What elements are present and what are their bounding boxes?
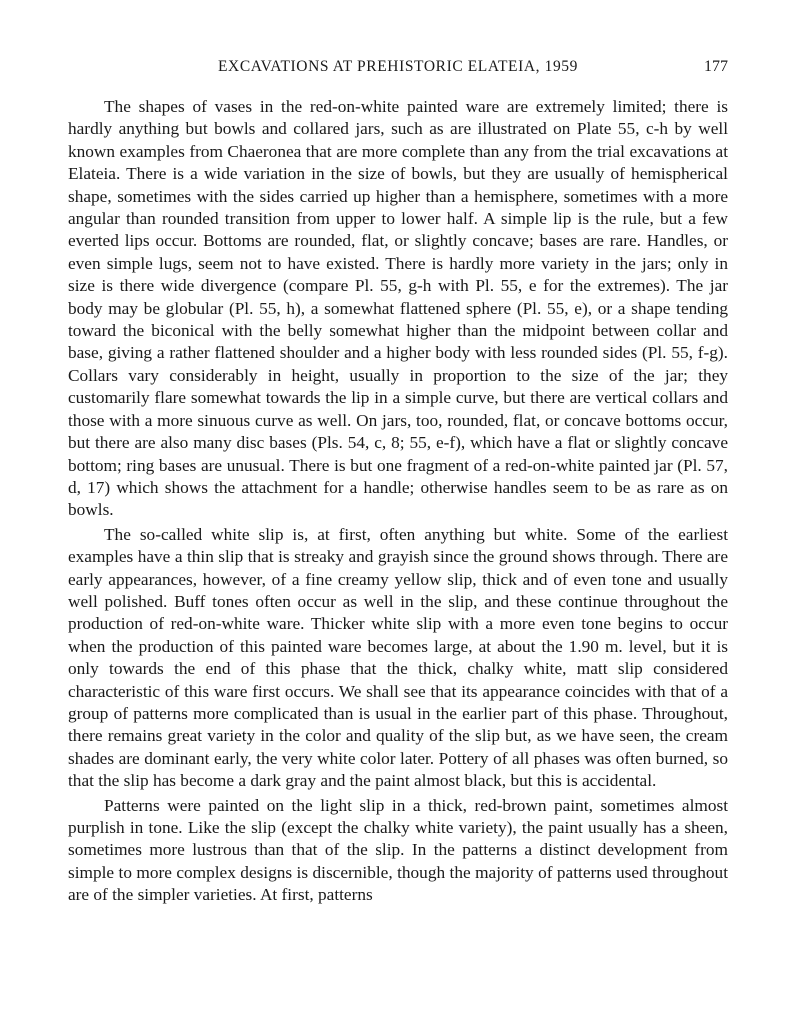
page-number: 177 xyxy=(704,58,728,75)
running-header xyxy=(68,58,728,84)
paragraph-vase-shapes: The shapes of vases in the red-on-white painted ware are extremely limited; there is hardly anything but bowls and collared jars, such as are illustrated on Plate 55, c-h by well known examples from Chaeronea that are more complete than any from the trial excavations at Elateia. There is a wide variation in the size of bowls, but they are usually of hemispherical shape, sometimes with the sides carried up higher than a hemisphere, sometimes with a more angular than rounded transition from upper to lower half. A simple lip is the rule, but a few everted lips occur. Bottoms are rounded, flat, or slightly concave; bases are rare. Handles, or even simple lugs, seem not to have existed. There is hardly more variety in the jars; only in size is there wide divergence (compare Pl. 55, g-h with Pl. 55, e for the extremes). The jar body may be globular (Pl. 55, h), a somewhat flattened sphere (Pl. 55, e), or a shape tending toward the biconical with the belly somewhat higher than the midpoint between collar and base, giving a rather flattened shoulder and a higher body with less rounded sides (Pl. 55, f-g). Collars vary considerably in height, usually in proportion to the size of the jar; they customarily flare somewhat towards the lip in a simple curve, but there are vertical collars and those with a more sinuous curve as well. On jars, too, rounded, flat, or concave bottoms occur, but there are also many disc bases (Pls. 54, c, 8; 55, e-f), which have a flat or slightly concave bottom; ring bases are unusual. There is but one fragment of a red-on-white painted jar (Pl. 57, d, 17) which shows the attachment for a handle; otherwise handles seem to be as rare as on bowls. xyxy=(68,97,728,520)
paragraph-white-slip: The so-called white slip is, at first, often anything but white. Some of the earliest examples have a thin slip that is streaky and grayish since the ground shows through. There are early appearances, however, of a fine creamy yellow slip, thick and of even tone and usually well polished. Buff tones often occur as well in the slip, and these continue throughout the production of red-on-white ware. Thicker white slip with a more even tone begins to occur when the production of this painted ware becomes large, at about the 1.90 m. level, but it is only towards the end of this phase that the thick, chalky white, matt slip considered characteristic of this ware first occurs. We shall see that its appearance coincides with that of a group of patterns more complicated than is usual in the earlier part of this phase. Throughout, there remains great variety in the color and quality of the slip but, as we have seen, the cream shades are dominant early, the very white color later. Pottery of all phases was often burned, so that the slip has become a dark gray and the paint almost black, but this is accidental. xyxy=(68,524,728,791)
paragraph-patterns: Patterns were painted on the light slip in a thick, red-brown paint, sometimes almost purplish in tone. Like the slip (except the chalky white variety), the paint usually has a sheen, sometimes more lustrous than that of the slip. In the patterns a distinct development from simple to more complex designs is discernible, though the majority of patterns used throughout are of the simpler varieties. At first, patterns xyxy=(68,795,728,905)
journal-page xyxy=(68,58,728,907)
body-text xyxy=(68,96,728,907)
running-title: EXCAVATIONS AT PREHISTORIC ELATEIA, 1959 xyxy=(217,58,578,75)
